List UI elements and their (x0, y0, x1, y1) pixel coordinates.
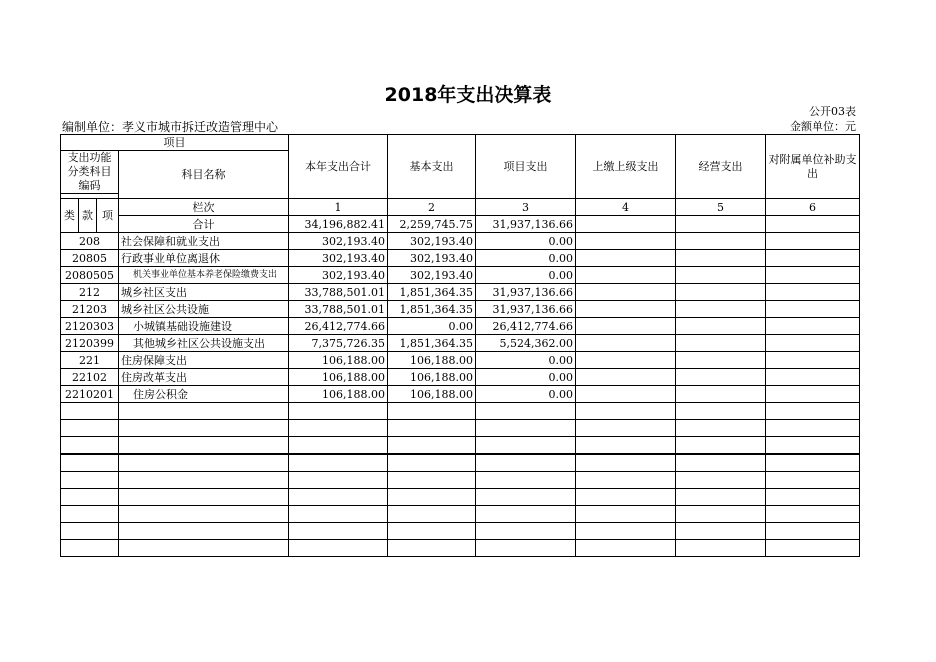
row-project: 0.00 (476, 250, 576, 267)
table-row (61, 267, 860, 284)
row-code: 2120303 (61, 318, 119, 335)
row-project: 0.00 (476, 369, 576, 386)
header-basic: 基本支出 (388, 135, 476, 199)
header-project-exp: 项目支出 (476, 135, 576, 199)
table-row (61, 250, 860, 267)
total-basic: 2,259,745.75 (388, 216, 476, 233)
total-total: 34,196,882.41 (289, 216, 388, 233)
empty-row (61, 437, 860, 455)
header-lanci: 栏次 (119, 199, 289, 216)
table-row (61, 386, 860, 403)
header-subsidy: 对附属单位补助支出 (766, 135, 860, 199)
table-row (61, 369, 860, 386)
row-project: 31,937,136.66 (476, 284, 576, 301)
empty-row (61, 403, 860, 420)
row-code: 212 (61, 284, 119, 301)
row-project: 0.00 (476, 267, 576, 284)
row-project: 26,412,774.66 (476, 318, 576, 335)
row-total: 302,193.40 (289, 250, 388, 267)
row-name: 住房改革支出 (119, 369, 289, 386)
header-xiang: 项 (97, 199, 119, 233)
table-row (61, 284, 860, 301)
total-project: 31,937,136.66 (476, 216, 576, 233)
header-lei: 类 (61, 199, 79, 233)
header-func-code: 支出功能分类科目编码 (61, 151, 119, 194)
row-total: 26,412,774.66 (289, 318, 388, 335)
row-basic: 106,188.00 (388, 352, 476, 369)
col-num-5: 5 (676, 199, 766, 216)
header-project: 项目 (61, 135, 289, 151)
empty-row (61, 506, 860, 523)
col-num-2: 2 (388, 199, 476, 216)
row-total: 106,188.00 (289, 369, 388, 386)
row-name: 其他城乡社区公共设施支出 (119, 335, 289, 352)
row-code: 20805 (61, 250, 119, 267)
col-num-4: 4 (576, 199, 676, 216)
row-code: 2080505 (61, 267, 119, 284)
row-basic: 106,188.00 (388, 386, 476, 403)
row-basic: 302,193.40 (388, 267, 476, 284)
header-row-project (61, 135, 860, 151)
empty-row (61, 420, 860, 437)
header-upper: 上缴上级支出 (576, 135, 676, 199)
row-project: 0.00 (476, 386, 576, 403)
row-total: 33,788,501.01 (289, 301, 388, 318)
row-basic: 0.00 (388, 318, 476, 335)
table-row (61, 301, 860, 318)
row-basic: 106,188.00 (388, 369, 476, 386)
row-name: 住房保障支出 (119, 352, 289, 369)
row-total: 7,375,726.35 (289, 335, 388, 352)
row-basic: 1,851,364.35 (388, 335, 476, 352)
row-name: 城乡社区公共设施 (119, 301, 289, 318)
form-number: 公开03表 (809, 105, 856, 118)
row-code: 2120399 (61, 335, 119, 352)
compiling-unit: 编制单位：孝义市城市拆迁改造管理中心 (62, 120, 279, 134)
row-project: 31,937,136.66 (476, 301, 576, 318)
total-row (61, 216, 860, 233)
empty-row (61, 472, 860, 489)
row-code: 208 (61, 233, 119, 250)
row-name: 住房公积金 (119, 386, 289, 403)
header-subject-name: 科目名称 (119, 151, 289, 199)
row-basic: 302,193.40 (388, 233, 476, 250)
header-row-lanci (61, 199, 860, 216)
table-row (61, 318, 860, 335)
row-basic: 1,851,364.35 (388, 284, 476, 301)
row-project: 0.00 (476, 233, 576, 250)
row-project: 5,524,362.00 (476, 335, 576, 352)
empty-row (61, 454, 860, 472)
table-row (61, 352, 860, 369)
col-num-1: 1 (289, 199, 388, 216)
header-total: 本年支出合计 (289, 135, 388, 199)
amount-unit: 金额单位：元 (790, 120, 856, 133)
row-name: 机关事业单位基本养老保险缴费支出 (119, 267, 289, 284)
row-name: 城乡社区支出 (119, 284, 289, 301)
row-code: 21203 (61, 301, 119, 318)
row-basic: 302,193.40 (388, 250, 476, 267)
header-kuan: 款 (79, 199, 97, 233)
row-total: 33,788,501.01 (289, 284, 388, 301)
row-total: 106,188.00 (289, 352, 388, 369)
row-project: 0.00 (476, 352, 576, 369)
table-row (61, 233, 860, 250)
row-total: 302,193.40 (289, 233, 388, 250)
row-code: 22102 (61, 369, 119, 386)
row-basic: 1,851,364.35 (388, 301, 476, 318)
row-total: 302,193.40 (289, 267, 388, 284)
header-business: 经营支出 (676, 135, 766, 199)
row-total: 106,188.00 (289, 386, 388, 403)
col-num-6: 6 (766, 199, 860, 216)
row-name: 小城镇基础设施建设 (119, 318, 289, 335)
empty-row (61, 489, 860, 506)
empty-row (61, 523, 860, 540)
total-label: 合计 (119, 216, 289, 233)
report-title: 2018年支出决算表 (384, 84, 552, 106)
table-row (61, 335, 860, 352)
row-name: 行政事业单位离退休 (119, 250, 289, 267)
empty-row (61, 540, 860, 557)
row-code: 221 (61, 352, 119, 369)
row-name: 社会保障和就业支出 (119, 233, 289, 250)
expenditure-table (60, 134, 860, 557)
col-num-3: 3 (476, 199, 576, 216)
row-code: 2210201 (61, 386, 119, 403)
